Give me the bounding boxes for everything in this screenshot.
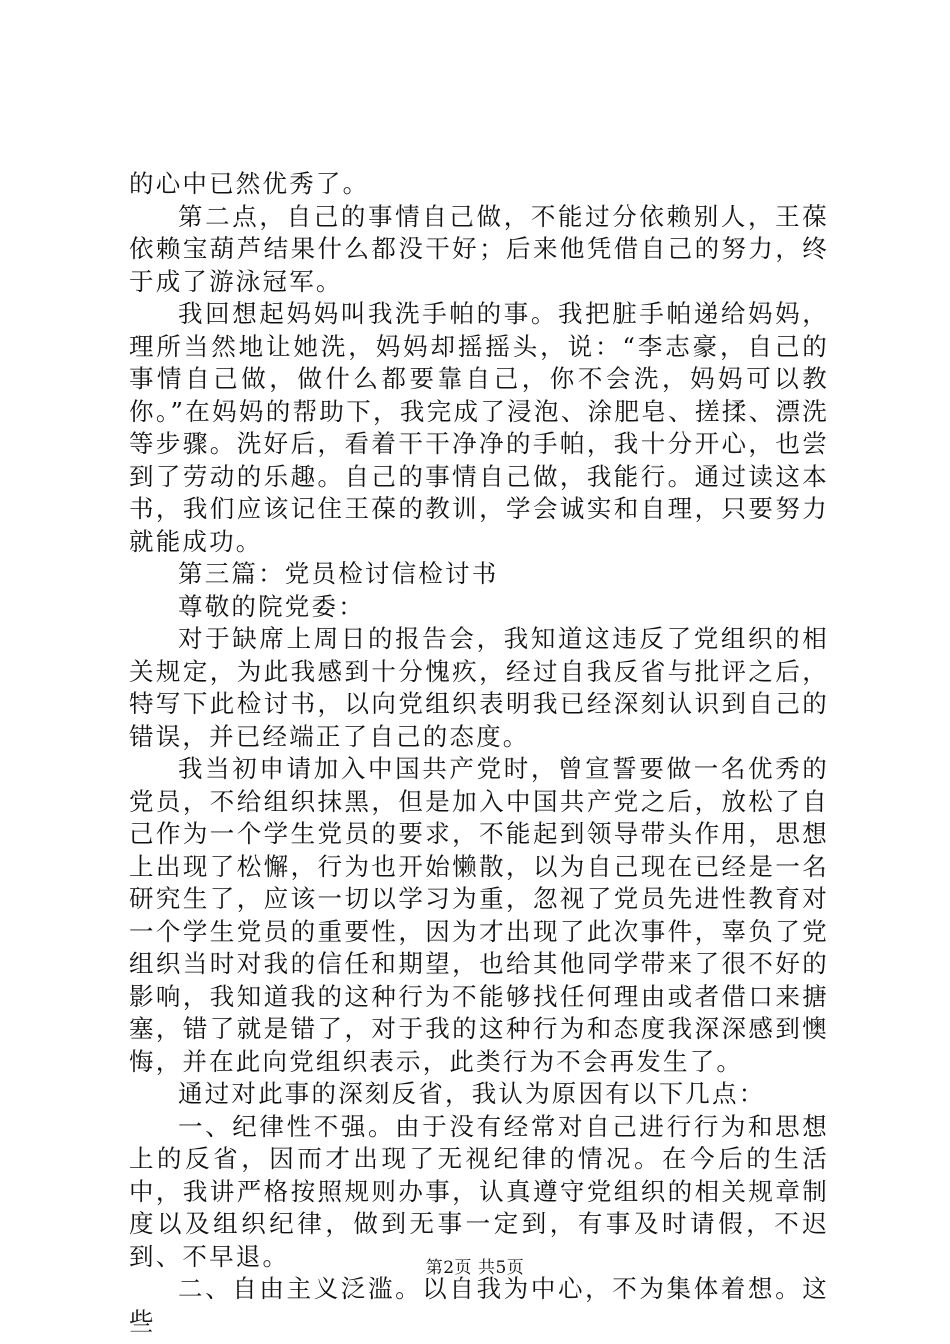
paragraph-reason-two: 二、自由主义泛滥。以自我为中心，不为集体着想。这些 <box>129 1274 829 1336</box>
salutation: 尊敬的院党委： <box>178 591 365 621</box>
page-number-footer: 第2页 共5页 <box>425 1258 525 1278</box>
paragraph-absence: 对于缺席上周日的报告会，我知道这违反了党组织的相关规定，为此我感到十分愧疚，经过自我反省与批评之后，特写下此检讨书，以向党组织表明我已经深刻认识到自己的错误，并已经端正了自己的态度。 <box>129 624 829 751</box>
section-heading: 第三篇：党员检讨信检讨书 <box>178 559 499 588</box>
paragraph-handkerchief-story: 我回想起妈妈叫我洗手帕的事。我把脏手帕递给妈妈，理所当然地让她洗，妈妈却摇摇头，说：“李志豪，自己的事情自己做，做什么都要靠自己，你不会洗，妈妈可以教你。”在妈妈的帮助下，我完成了浸泡、涂肥皂、搓揉、漂洗等步骤。洗好后，看着干干净净的手帕，我十分开心，也尝到了劳动的乐趣。自己的事情自己做，我能行。通过读这本书，我们应该记住王葆的教训，学会诚实和自理，只要努力就能成功。 <box>129 299 829 556</box>
paragraph-reflection: 我当初申请加入中国共产党时，曾宣誓要做一名优秀的党员，不给组织抹黑，但是加入中国共产党之后，放松了自己作为一个学生党员的要求，不能起到领导带头作用，思想上出现了松懈，行为也开始懒散，以为自己现在已经是一名研究生了，应该一切以学习为重，忽视了党员先进性教育对一个学生党员的重要性，因为才出现了此次事件，辜负了党组织当时对我的信任和期望，也给其他同学带来了很不好的影响，我知道我的这种行为不能够找任何理由或者借口来搪塞，错了就是错了，对于我的这种行为和态度我深深感到懊悔，并在此向党组织表示，此类行为不会再发生了。 <box>129 754 829 1076</box>
paragraph-reason-one: 一、纪律性不强。由于没有经常对自己进行行为和思想上的反省，因而才出现了无视纪律的情况。在今后的生活中，我讲严格按照规则办事，认真遵守党组织的相关规章制度以及组织纪律，做到无事一定到，有事及时请假，不迟到、不早退。 <box>129 1111 829 1271</box>
paragraph-reasons-intro: 通过对此事的深刻反省，我认为原因有以下几点： <box>178 1079 766 1108</box>
document-body <box>129 168 829 1338</box>
paragraph-point-two: 第二点，自己的事情自己做，不能过分依赖别人，王葆依赖宝葫芦结果什么都没干好；后来他凭借自己的努力，终于成了游泳冠军。 <box>129 201 829 296</box>
paragraph-continuation: 的心中已然优秀了。 <box>129 169 370 198</box>
